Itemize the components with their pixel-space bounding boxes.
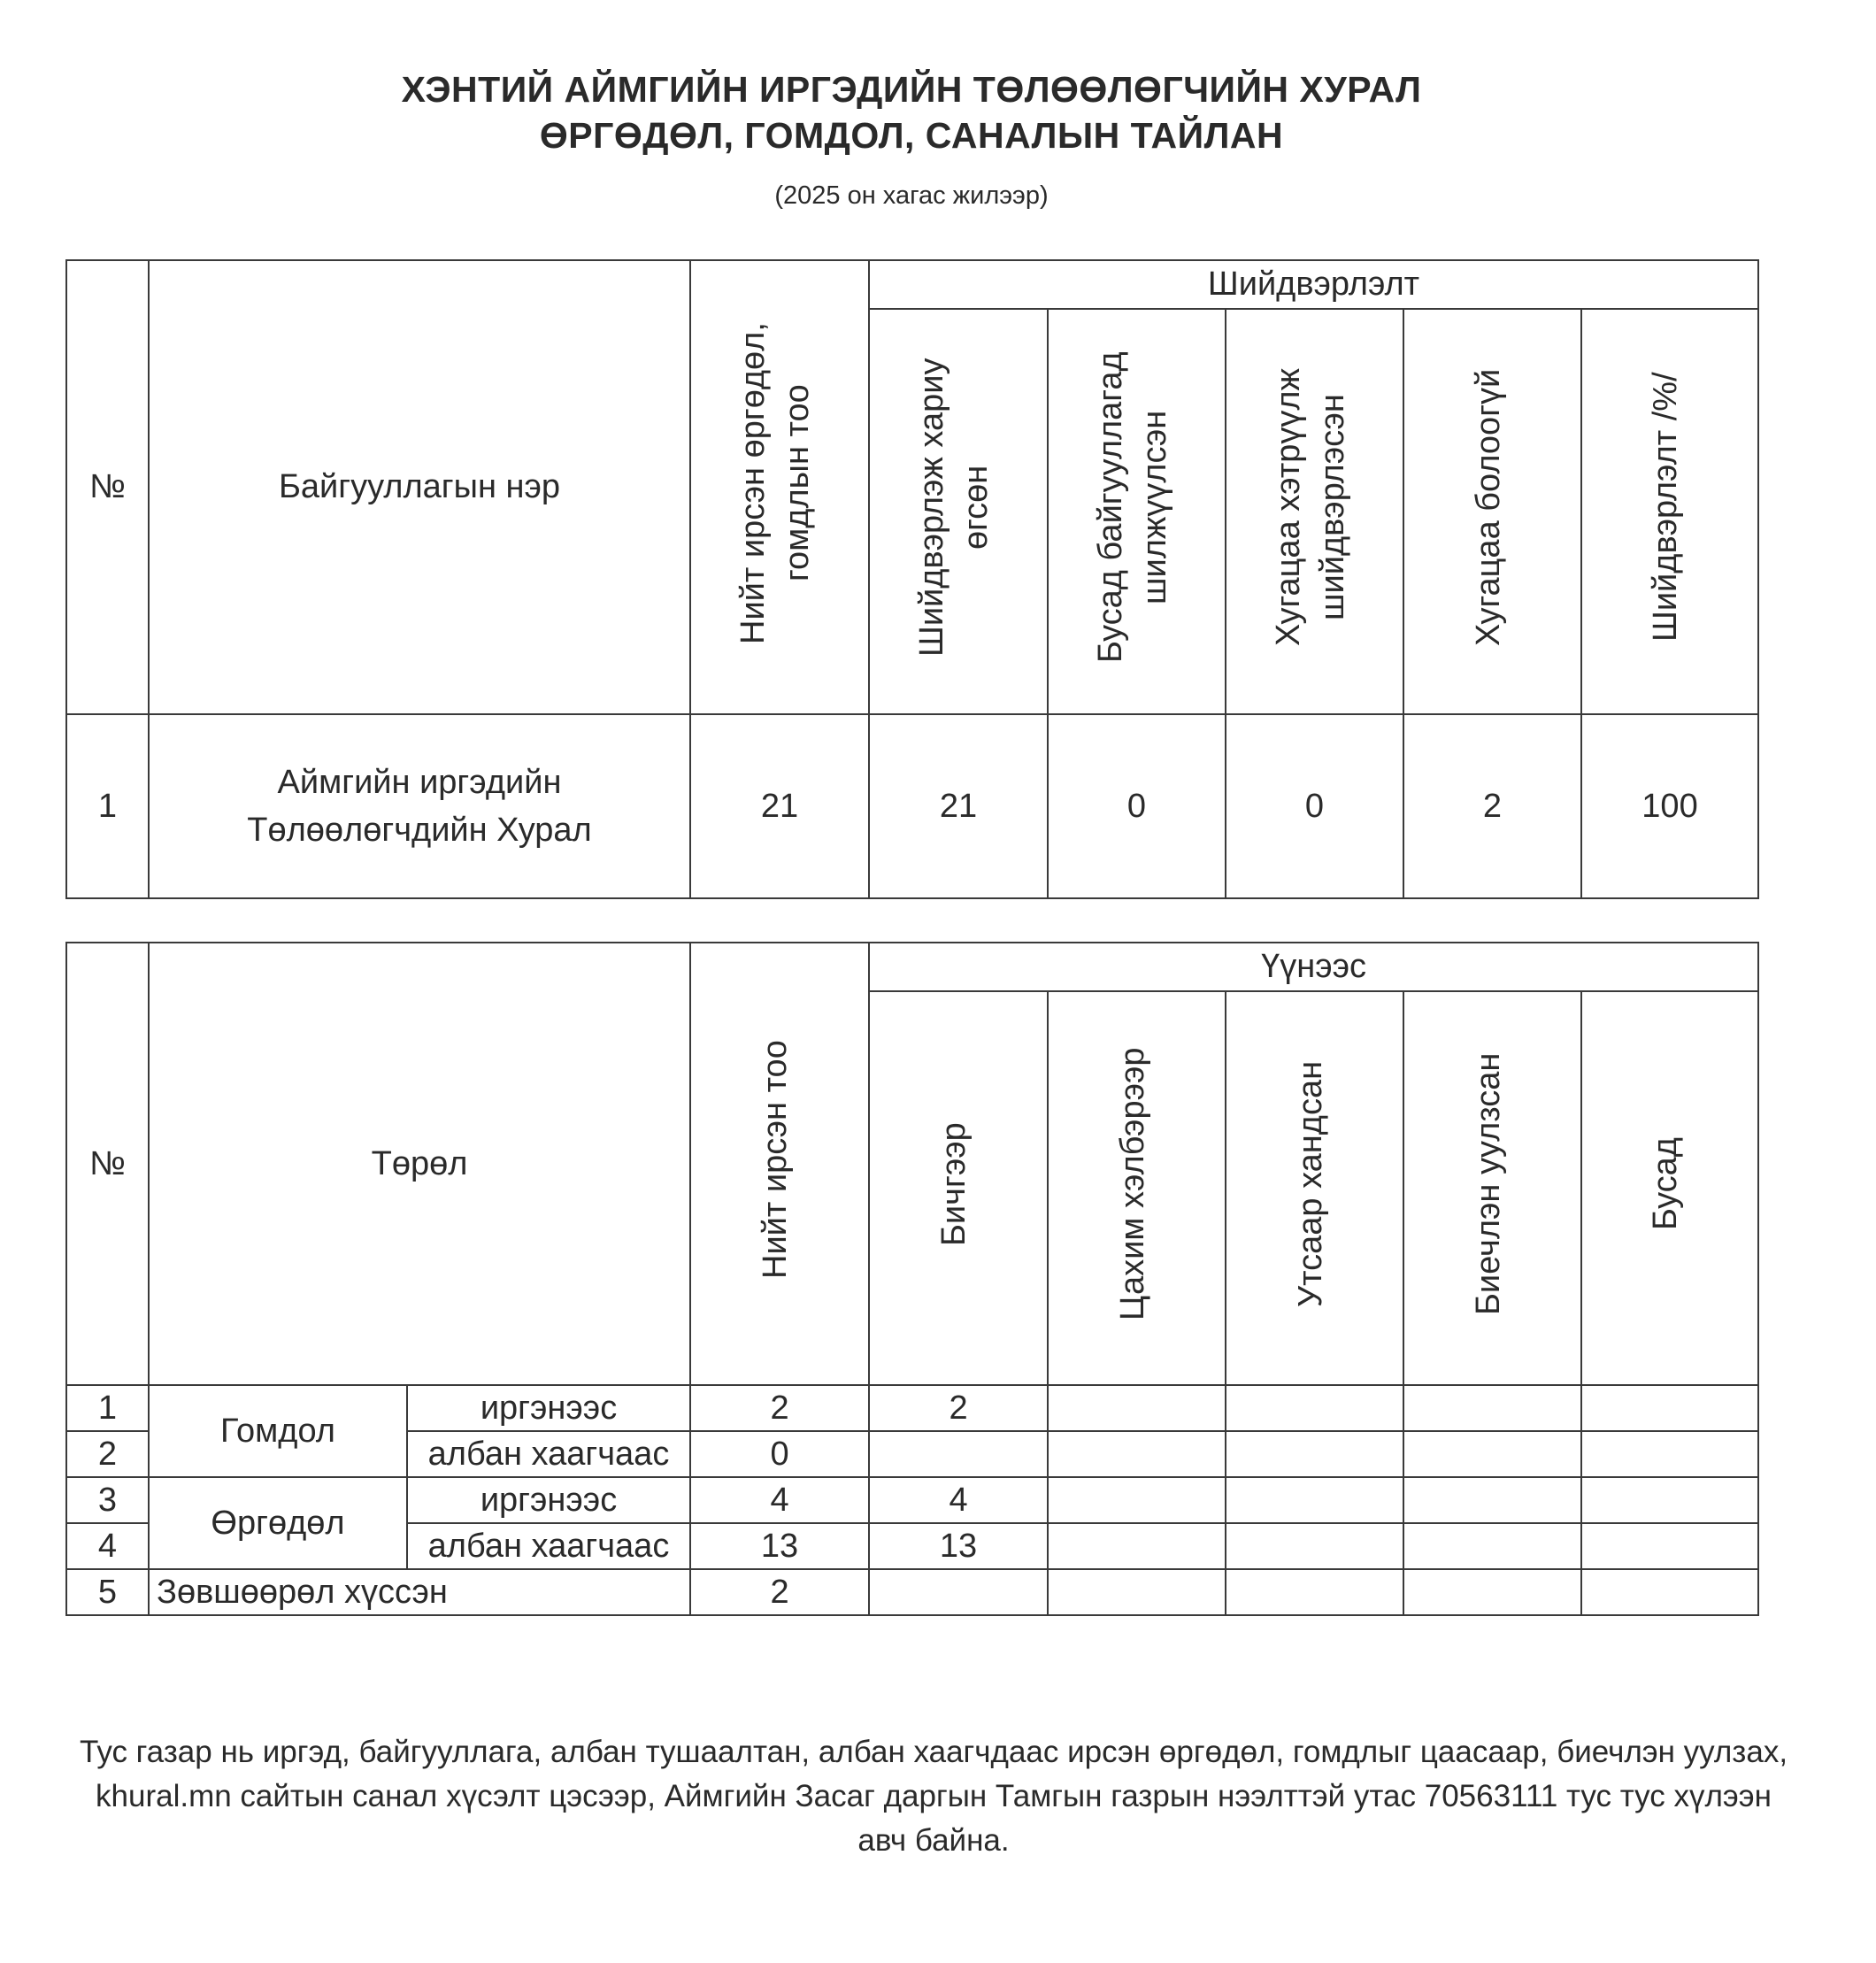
col-not-due-header-text: Хугацаа болоогүй <box>1469 368 1507 646</box>
row-total: 21 <box>690 714 869 898</box>
col-in-person-header-text: Биечлэн уулзсан <box>1469 1052 1507 1315</box>
row-written: 13 <box>869 1523 1048 1569</box>
row-electronic <box>1048 1385 1226 1431</box>
report-period: (2025 он хагас жилээр) <box>774 181 1049 210</box>
row-source: албан хаагчаас <box>407 1523 690 1569</box>
col-phone-header-text: Утсаар хандсан <box>1291 1060 1329 1307</box>
row-source: албан хаагчаас <box>407 1431 690 1477</box>
org-name-line1: Аймгийн иргэдийн <box>277 764 562 801</box>
row-org-name <box>149 714 690 898</box>
row-total: 4 <box>690 1477 869 1523</box>
col-other-header-text: Бусад <box>1647 1137 1685 1230</box>
row-written: 2 <box>869 1385 1048 1431</box>
channel-group-header: Үүнээс <box>869 943 1758 991</box>
row-phone <box>1226 1569 1403 1615</box>
row-total: 2 <box>690 1569 869 1615</box>
row-other <box>1581 1523 1758 1569</box>
table-row <box>66 1569 1758 1615</box>
row-electronic <box>1048 1569 1226 1615</box>
row-phone <box>1226 1431 1403 1477</box>
row-in-person <box>1403 1385 1581 1431</box>
row-no: 1 <box>66 714 149 898</box>
table-row <box>66 1385 1758 1431</box>
report-title-line1: ХЭНТИЙ АЙМГИЙН ИРГЭДИЙН ТӨЛӨӨЛӨГЧИЙН ХУРАЛ <box>401 69 1422 110</box>
col-written-header <box>869 991 1048 1385</box>
row-in-person <box>1403 1477 1581 1523</box>
col-resolved-header-text: Шийдвэрлэж хариу өгсөн <box>913 358 995 657</box>
col-not-due-header <box>1403 309 1581 714</box>
row-phone <box>1226 1385 1403 1431</box>
col-overdue-header <box>1226 309 1403 714</box>
row-phone <box>1226 1477 1403 1523</box>
row-source: Зөвшөөрөл хүссэн <box>149 1569 690 1615</box>
col-total-header <box>690 943 869 1385</box>
row-source: иргэнээс <box>407 1385 690 1431</box>
row-overdue: 0 <box>1226 714 1403 898</box>
col-total-header-text: Нийт ирсэн тоо <box>757 1040 795 1279</box>
row-not-due: 2 <box>1403 714 1581 898</box>
table-row <box>66 714 1758 898</box>
row-percent: 100 <box>1581 714 1758 898</box>
resolution-table <box>65 259 1759 899</box>
row-other <box>1581 1477 1758 1523</box>
col-other-header <box>1581 991 1758 1385</box>
row-no: 5 <box>66 1569 149 1615</box>
row-source: иргэнээс <box>407 1477 690 1523</box>
row-resolved: 21 <box>869 714 1048 898</box>
row-other <box>1581 1385 1758 1431</box>
col-total-header <box>690 260 869 714</box>
row-no: 1 <box>66 1385 149 1431</box>
col-org-header: Байгууллагын нэр <box>149 260 690 714</box>
col-written-header-text: Бичгээр <box>935 1121 973 1246</box>
row-no: 4 <box>66 1523 149 1569</box>
row-other <box>1581 1431 1758 1477</box>
col-percent-header-text: Шийдвэрлэлт /%/ <box>1647 372 1684 643</box>
col-total-header-text: Нийт ирсэн өргөдөл, гомдлын тоо <box>734 321 816 644</box>
row-total: 2 <box>690 1385 869 1431</box>
row-total: 13 <box>690 1523 869 1569</box>
group-petition: Өргөдөл <box>149 1477 407 1569</box>
row-electronic <box>1048 1477 1226 1523</box>
group-complaint: Гомдол <box>149 1385 407 1477</box>
row-electronic <box>1048 1523 1226 1569</box>
channel-table <box>65 942 1759 1616</box>
col-transferred-header <box>1048 309 1226 714</box>
org-name-line2: Төлөөлөгчдийн Хурал <box>247 812 592 849</box>
col-phone-header <box>1226 991 1403 1385</box>
report-title-line2: ӨРГӨДӨЛ, ГОМДОЛ, САНАЛЫН ТАЙЛАН <box>539 115 1284 156</box>
row-transferred: 0 <box>1048 714 1226 898</box>
row-no: 2 <box>66 1431 149 1477</box>
row-written <box>869 1569 1048 1615</box>
col-electronic-header <box>1048 991 1226 1385</box>
row-written: 4 <box>869 1477 1048 1523</box>
resolution-group-header: Шийдвэрлэлт <box>869 260 1758 309</box>
row-total: 0 <box>690 1431 869 1477</box>
row-written <box>869 1431 1048 1477</box>
col-in-person-header <box>1403 991 1581 1385</box>
col-no-header: № <box>66 260 149 714</box>
row-other <box>1581 1569 1758 1615</box>
row-in-person <box>1403 1431 1581 1477</box>
col-no-header: № <box>66 943 149 1385</box>
row-no: 3 <box>66 1477 149 1523</box>
row-phone <box>1226 1523 1403 1569</box>
row-in-person <box>1403 1523 1581 1569</box>
col-resolved-header <box>869 309 1048 714</box>
col-transferred-header-text: Бусад байгууллагад шилжүүлсэн <box>1091 351 1173 663</box>
row-electronic <box>1048 1431 1226 1477</box>
col-electronic-header-text: Цахим хэлбэрээр <box>1113 1047 1151 1320</box>
table-row <box>66 1477 1758 1523</box>
footer-note: Тус газар нь иргэд, байгууллага, албан тушаалтан, албан хаагчдаас ирсэн өргөдөл, гомдлыг цаасаар, биечлэн уулзах, khural.mn сайтын санал хүсэлт цэсээр, Аймгийн Засаг даргын Тамгын газрын нээлттэй утас 70563111 тус тус хүлээн авч байна. <box>79 1735 1788 1858</box>
col-percent-header <box>1581 309 1758 714</box>
row-in-person <box>1403 1569 1581 1615</box>
col-overdue-header-text: Хугацаа хэтрүүлж шийдвэрлэсэн <box>1269 368 1351 646</box>
col-type-header: Төрөл <box>149 943 690 1385</box>
